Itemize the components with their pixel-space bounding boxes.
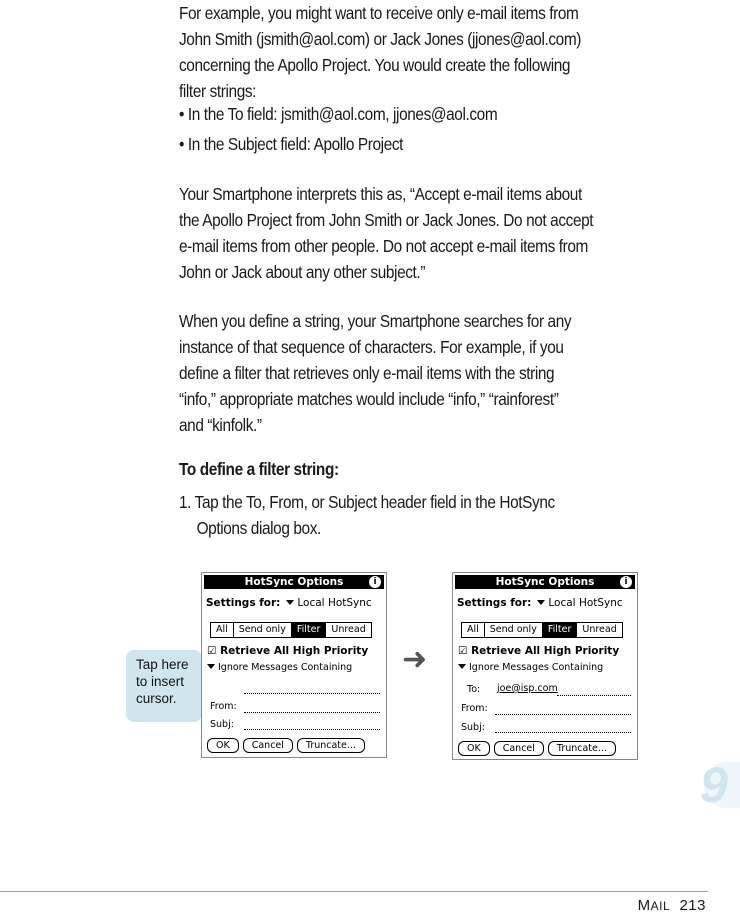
ok-button[interactable]: OK [207,738,239,753]
procedure-heading: To define a filter string: [179,459,339,479]
filter-mode-segmented-control [210,622,372,638]
step-1: 1. Tap the To, From, or Subject header field in the HotSync Options dialog box. [179,492,555,538]
page-number: 213 [679,897,706,914]
segment-all[interactable]: All [462,623,485,637]
subj-field[interactable] [495,732,631,733]
subj-label[interactable]: Subj: [210,719,234,730]
info-icon[interactable]: i [369,576,381,588]
to-field-value[interactable]: joe@isp.com [497,683,558,694]
to-field[interactable] [244,693,380,694]
chapter-number: 9 [700,757,728,813]
dropdown-arrow-icon [207,664,215,669]
dialog-buttons [207,738,365,753]
segment-filter[interactable]: Filter [543,623,578,637]
dialog-title: HotSync Options i [204,575,384,589]
from-field[interactable] [495,714,631,715]
dialog-title: HotSync Options i [455,575,635,589]
dropdown-arrow-icon[interactable] [537,600,545,605]
dropdown-arrow-icon[interactable] [286,600,294,605]
to-field[interactable] [557,695,631,696]
segment-unread[interactable]: Unread [582,624,617,635]
settings-for-row: Settings for: Local HotSync [457,597,623,609]
filter-mode-segmented-control [461,622,623,638]
settings-for-row: Settings for: Local HotSync [206,597,372,609]
ok-button[interactable]: OK [458,741,490,756]
settings-picker[interactable]: Local HotSync [297,597,372,609]
segment-unread[interactable]: Unread [331,624,366,635]
segment-send-only[interactable]: Send only [485,623,543,637]
tap-here-callout: Tap here to insert cursor. [126,650,202,722]
footer-rule [0,891,708,892]
segment-send-only[interactable]: Send only [234,623,292,637]
subj-field[interactable] [244,729,380,730]
bullet-subject-field: • In the Subject field: Apollo Project [179,134,404,154]
retrieve-high-priority-checkbox[interactable]: ☑ Retrieve All High Priority [458,645,620,657]
hotsync-options-screen-after [452,572,638,760]
cancel-button[interactable]: Cancel [494,741,544,756]
ignore-containing-picker[interactable]: Ignore Messages Containing [207,662,352,673]
dropdown-arrow-icon [458,664,466,669]
right-arrow-icon: ➜ [402,643,428,676]
bullet-to-field: • In the To field: jsmith@aol.com, jjones@aol.com [179,104,498,124]
truncate-button[interactable]: Truncate... [548,741,616,756]
from-field[interactable] [244,712,380,713]
from-label[interactable]: From: [461,703,488,714]
cancel-button[interactable]: Cancel [243,738,293,753]
ignore-containing-picker[interactable]: Ignore Messages Containing [458,662,603,673]
paragraph-intro: For example, you might want to receive only e-mail items from John Smith (jsmith@aol.com) or Jack Jones (jjones@aol.com) concerning the Apollo Project. You would create the following filter strings: [179,3,581,101]
retrieve-high-priority-checkbox[interactable]: ☑ Retrieve All High Priority [207,645,369,657]
subj-label[interactable]: Subj: [461,722,485,733]
hotsync-options-screen-before [201,572,387,758]
page-footer: MAIL 213 [637,897,706,914]
segment-filter[interactable]: Filter [292,623,327,637]
settings-picker[interactable]: Local HotSync [548,597,623,609]
to-label[interactable]: To: [467,684,481,695]
paragraph-string-matching: When you define a string, your Smartphone searches for any instance of that sequence of characters. For example, if you define a filter that retrieves only e-mail items with the string “info,” appropriate matches would include “info,” “rainforest” and “kinfolk.” [179,311,572,435]
segment-all[interactable]: All [211,623,234,637]
info-icon[interactable]: i [620,576,632,588]
from-label[interactable]: From: [210,701,237,712]
dialog-buttons [458,741,616,756]
truncate-button[interactable]: Truncate... [297,738,365,753]
paragraph-interpretation: Your Smartphone interprets this as, “Accept e-mail items about the Apollo Project from John Smith or Jack Jones. Do not accept e-mail items from other people. Do not accept e-mail items from John or Jack about any other subject.” [179,184,594,282]
